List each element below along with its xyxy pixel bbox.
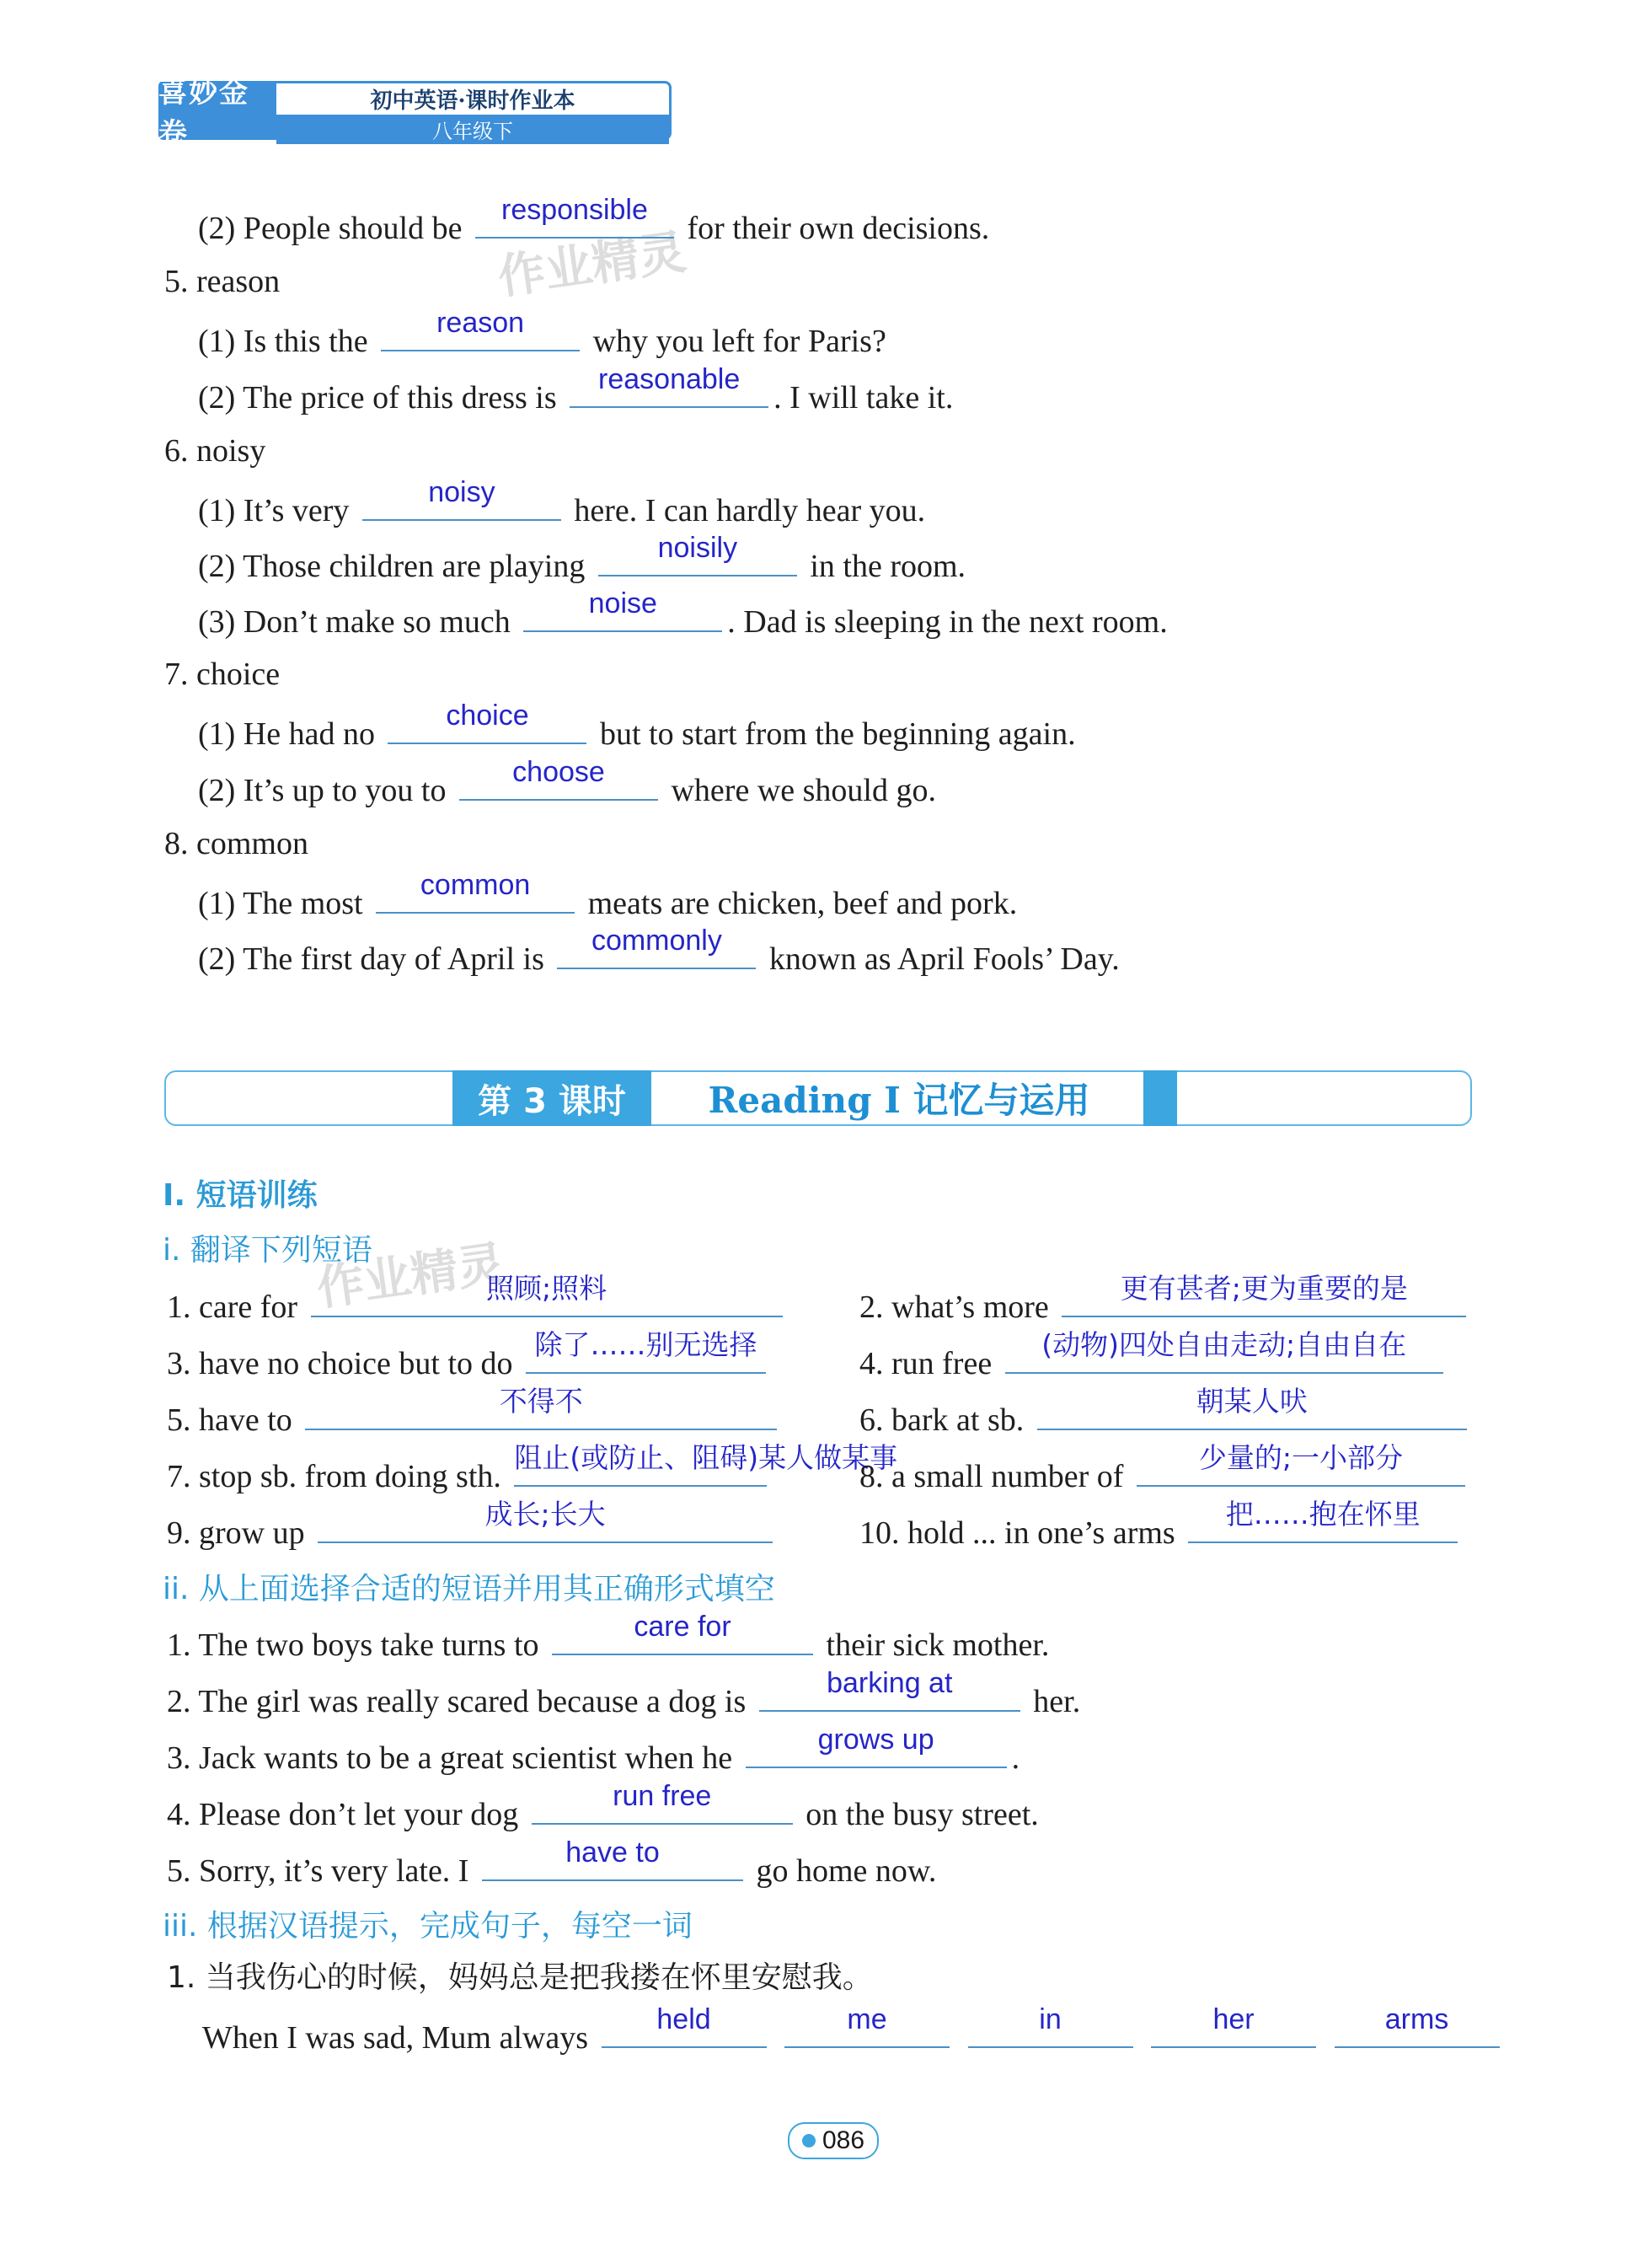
answer-text: 不得不 bbox=[499, 1385, 583, 1418]
answer-blank bbox=[376, 869, 575, 914]
answer-text: 成长;长大 bbox=[484, 1498, 606, 1531]
answer-text: me bbox=[847, 2003, 887, 2035]
subsection-title: iii. 根据汉语提示，完成句子，每空一词 bbox=[163, 1909, 693, 1944]
lesson-title: Reading I 记忆与运用 bbox=[708, 1080, 1090, 1121]
answer-text: have to bbox=[565, 1836, 660, 1869]
answer-blank bbox=[482, 1836, 743, 1881]
answer-blank bbox=[1335, 2003, 1500, 2048]
banner-accent-block bbox=[1143, 1070, 1177, 1126]
phrase-item: 7. stop sb. from doing sth. 阻止(或防止、阻碍)某人做某事 bbox=[167, 1441, 898, 1494]
bullet-dot-icon bbox=[802, 2134, 816, 2147]
exercise-line: 1. The two boys take turns to care for their sick mother. bbox=[167, 1623, 1049, 1664]
watermark: 作业精灵 bbox=[313, 1236, 509, 1317]
word-heading: 5. reason bbox=[164, 264, 281, 299]
answer-blank bbox=[526, 1328, 766, 1374]
answer-text: responsible bbox=[501, 194, 648, 226]
answer-text: 更有甚者;更为重要的是 bbox=[1120, 1272, 1408, 1305]
exercise-line: (1) Is this the reason why you left for Paris? bbox=[198, 319, 886, 360]
answer-text: barking at bbox=[827, 1667, 953, 1699]
answer-text: grows up bbox=[817, 1724, 934, 1756]
answer-blank bbox=[388, 700, 586, 744]
answer-text: choice bbox=[446, 700, 529, 732]
watermark: 作业精灵 bbox=[495, 224, 690, 306]
word-heading: 8. common bbox=[164, 826, 308, 861]
section-title: I. 短语训练 bbox=[163, 1178, 318, 1213]
exercise-line: When I was sad, Mum always held me in her arms bbox=[202, 2016, 1505, 2056]
exercise-line: (1) The most common meats are chicken, beef and pork. bbox=[198, 882, 1017, 922]
phrase-item: 9. grow up 成长;长大 bbox=[167, 1511, 778, 1552]
answer-text: 除了……别无选择 bbox=[534, 1328, 757, 1361]
answer-text: common bbox=[420, 869, 531, 901]
answer-text: noisy bbox=[428, 476, 495, 508]
answer-text: run free bbox=[613, 1780, 712, 1812]
answer-blank bbox=[459, 756, 658, 801]
phrase-item: 5. have to 不得不 bbox=[167, 1398, 782, 1439]
phrase-item: 4. run free (动物)四处自由走动;自由自在 bbox=[859, 1342, 1448, 1382]
publisher-logo bbox=[158, 76, 672, 151]
answer-text: 阻止(或防止、阻碍)某人做某事 bbox=[514, 1441, 898, 1474]
answer-text: her bbox=[1212, 2003, 1255, 2035]
answer-blank bbox=[1151, 2003, 1316, 2048]
chinese-prompt: 1. 当我伤心的时候，妈妈总是把我搂在怀里安慰我。 bbox=[167, 1960, 873, 1995]
answer-blank bbox=[362, 476, 561, 521]
answer-blank bbox=[1188, 1498, 1458, 1543]
answer-blank bbox=[523, 587, 722, 632]
answer-text: commonly bbox=[591, 925, 722, 957]
answer-text: 把……抱在怀里 bbox=[1225, 1498, 1421, 1531]
answer-blank bbox=[514, 1441, 898, 1487]
answer-text: choose bbox=[512, 756, 605, 788]
exercise-line: (3) Don’t make so much noise . Dad is sleeping in the next room. bbox=[198, 600, 1168, 641]
answer-text: (动物)四处自由走动;自由自在 bbox=[1041, 1328, 1407, 1361]
answer-text: care for bbox=[634, 1611, 731, 1643]
exercise-line: 5. Sorry, it’s very late. I have to go home now. bbox=[167, 1849, 936, 1890]
answer-text: 少量的;一小部分 bbox=[1198, 1441, 1403, 1474]
phrase-item: 2. what’s more 更有甚者;更为重要的是 bbox=[859, 1285, 1471, 1326]
exercise-line: 2. The girl was really scared because a dog is barking at her. bbox=[167, 1680, 1080, 1720]
answer-blank bbox=[570, 363, 768, 408]
answer-blank bbox=[532, 1780, 793, 1825]
word-heading: 6. noisy bbox=[164, 433, 266, 469]
exercise-line: (2) It’s up to you to choose where we should go. bbox=[198, 769, 936, 809]
exercise-line: (1) He had no choice but to start from the beginning again. bbox=[198, 712, 1076, 753]
answer-text: noise bbox=[588, 587, 657, 619]
exercise-line: 4. Please don’t let your dog run free on the busy street. bbox=[167, 1793, 1039, 1833]
answer-text: reasonable bbox=[598, 363, 741, 395]
answer-blank bbox=[746, 1724, 1007, 1768]
answer-text: noisily bbox=[657, 532, 738, 564]
series-title: 初中英语·课时作业本 bbox=[370, 88, 575, 114]
answer-blank bbox=[1137, 1441, 1465, 1487]
phrase-item: 8. a small number of 少量的;一小部分 bbox=[859, 1455, 1470, 1495]
answer-blank bbox=[784, 2003, 950, 2048]
phrase-item: 6. bark at sb. 朝某人吠 bbox=[859, 1398, 1472, 1439]
exercise-line: (2) People should be responsible for their own decisions. bbox=[198, 206, 989, 247]
answer-blank bbox=[381, 307, 580, 351]
phrase-item: 10. hold ... in one’s arms 把……抱在怀里 bbox=[859, 1511, 1463, 1552]
answer-blank bbox=[759, 1667, 1020, 1712]
exercise-line: (2) The first day of April is commonly known as April Fools’ Day. bbox=[198, 937, 1120, 978]
exercise-line: (2) The price of this dress is reasonable . I will take it. bbox=[198, 376, 953, 416]
answer-blank bbox=[598, 532, 797, 576]
lesson-label: 第 3 课时 bbox=[452, 1070, 651, 1126]
logo-mark: 喜妙金卷 bbox=[158, 81, 276, 140]
exercise-line: (2) Those children are playing noisily in the room. bbox=[198, 544, 966, 585]
answer-text: 朝某人吠 bbox=[1196, 1385, 1308, 1418]
answer-blank bbox=[557, 925, 756, 969]
exercise-line: 3. Jack wants to be a great scientist when he grows up . bbox=[167, 1736, 1020, 1777]
grade-label: 八年级下 bbox=[276, 115, 669, 144]
answer-text: 照顾;照料 bbox=[486, 1272, 607, 1305]
answer-text: held bbox=[656, 2003, 711, 2035]
answer-blank bbox=[475, 194, 674, 239]
lesson-banner bbox=[164, 1070, 1472, 1126]
subsection-title: i. 翻译下列短语 bbox=[163, 1233, 372, 1268]
series-label bbox=[276, 81, 672, 143]
answer-blank bbox=[602, 2003, 767, 2048]
word-heading: 7. choice bbox=[164, 657, 281, 692]
answer-blank bbox=[552, 1611, 813, 1655]
exercise-line: (1) It’s very noisy here. I can hardly hear you. bbox=[198, 489, 925, 529]
page-number: 086 bbox=[788, 2122, 879, 2159]
answer-blank bbox=[968, 2003, 1133, 2048]
answer-text: reason bbox=[436, 307, 525, 339]
answer-text: arms bbox=[1384, 2003, 1449, 2035]
subsection-title: ii. 从上面选择合适的短语并用其正确形式填空 bbox=[163, 1572, 775, 1606]
phrase-item: 1. care for 照顾;照料 bbox=[167, 1285, 788, 1326]
phrase-item: 3. have no choice but to do 除了……别无选择 bbox=[167, 1342, 771, 1382]
answer-text: in bbox=[1039, 2003, 1062, 2035]
